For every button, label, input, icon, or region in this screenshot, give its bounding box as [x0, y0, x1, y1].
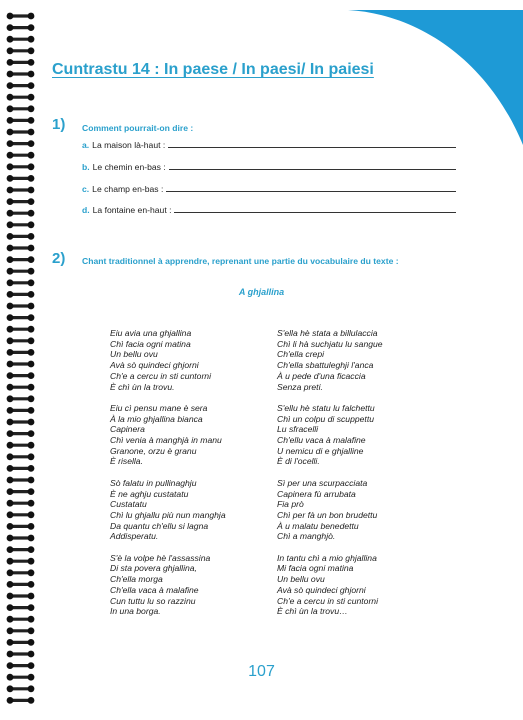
stanza — [110, 553, 226, 617]
spiral-ring — [7, 303, 35, 310]
question-text: Le champ en-bas : — [92, 184, 164, 194]
spiral-ring — [7, 500, 35, 507]
spiral-ring — [7, 71, 35, 78]
verse-line: È chì ùn la trovu… — [277, 606, 348, 617]
verse-line: Capinera fù arrubata — [277, 488, 356, 499]
question-text: La maison là-haut : — [92, 140, 166, 150]
question-c — [82, 184, 456, 194]
verse-line: Eiu avia una ghjallina — [110, 328, 192, 338]
page-title: Cuntrastu 14 : In paese / In paesi/ In paiesi — [52, 61, 374, 78]
spiral-ring — [7, 453, 35, 460]
verse-line: Da quantu ch'ellu si lagna — [110, 520, 209, 531]
verse-line: Ch'e a cercu in sti cuntorni — [277, 595, 378, 606]
verse-line: Ch'ella sbattuleghji l'anca — [277, 360, 374, 371]
spiral-ring — [7, 488, 35, 495]
verse-line: È ne aghju custatatu — [110, 488, 189, 499]
verse-line: S'ella hè stata a billulaccia — [277, 328, 378, 338]
verse-line: Avà sò quindeci ghjorni — [110, 360, 199, 371]
question-letter: d. — [82, 205, 90, 215]
spiral-ring — [7, 651, 35, 658]
verse-line: Mi facia ogni matina — [277, 563, 354, 574]
spiral-ring — [7, 511, 35, 518]
verse-line: Chì un colpu di scuppettu — [277, 413, 374, 424]
spiral-ring — [7, 36, 35, 43]
answer-line[interactable] — [166, 190, 456, 192]
spiral-ring — [7, 465, 35, 472]
verse-line: Sò falatu in pullinaghju — [110, 477, 197, 488]
verse-line: Lu sfracelli — [277, 424, 319, 435]
verse-line: À u malatu benedettu — [277, 520, 359, 531]
answer-line[interactable] — [174, 211, 456, 213]
song-column-left — [110, 328, 226, 628]
verse-line: Un bellu ovu — [110, 349, 158, 360]
page-number: 107 — [248, 663, 275, 680]
spiral-ring — [7, 175, 35, 182]
verse-line: Senza preti. — [277, 381, 323, 392]
question-text: La fontaine en-haut : — [92, 205, 172, 215]
spiral-ring — [7, 639, 35, 646]
spiral-ring — [7, 384, 35, 391]
verse-line: Di sta povera ghjallina, — [110, 563, 197, 574]
answer-line[interactable] — [169, 168, 456, 170]
spiral-ring — [7, 372, 35, 379]
spiral-ring — [7, 616, 35, 623]
question-d — [82, 205, 456, 215]
verse-line: È chì ùn la trovu. — [110, 381, 175, 392]
verse-line: Chì per fà un bon brudettu — [277, 509, 378, 520]
spiral-ring — [7, 129, 35, 136]
spiral-ring — [7, 163, 35, 170]
spiral-ring — [7, 395, 35, 402]
spiral-ring — [7, 105, 35, 112]
answer-line[interactable] — [168, 146, 456, 148]
spiral-ring — [7, 82, 35, 89]
verse-line: In una borga. — [110, 606, 161, 617]
spiral-ring — [7, 256, 35, 263]
verse-line: Sì per una scurpacciata — [277, 477, 368, 488]
spiral-ring — [7, 523, 35, 530]
verse-line: Chì a manghjò. — [277, 531, 336, 542]
section-1-instruction: Comment pourrait-on dire : — [82, 123, 194, 133]
spiral-ring — [7, 697, 35, 704]
spiral-ring — [7, 407, 35, 414]
spiral-ring — [7, 442, 35, 449]
spiral-ring — [7, 268, 35, 275]
spiral-ring — [7, 117, 35, 124]
spiral-ring — [7, 477, 35, 484]
spiral-ring — [7, 152, 35, 159]
question-text: Le chemin en-bas : — [92, 162, 166, 172]
verse-line: È risella. — [110, 456, 143, 467]
question-a — [82, 140, 456, 150]
spiral-ring — [7, 604, 35, 611]
song-column-right — [277, 328, 383, 628]
section-2-number: 2) — [52, 250, 66, 267]
spiral-ring — [7, 593, 35, 600]
spiral-ring — [7, 245, 35, 252]
song-title: A ghjallina — [238, 287, 285, 297]
verse-line: Chì facia ogni matina — [110, 338, 191, 349]
section-1-number: 1) — [52, 116, 66, 133]
verse-line: Chì venia à manghjà in manu — [110, 435, 222, 446]
verse-line: Ch'ella morga — [110, 574, 163, 585]
spiral-ring — [7, 24, 35, 31]
verse-line: Ch'ella crepi — [277, 349, 325, 360]
question-letter: b. — [82, 162, 90, 172]
spiral-ring — [7, 198, 35, 205]
stanza — [110, 328, 226, 392]
stanza — [277, 553, 383, 617]
verse-line: S'ellu hè statu lu falchettu — [277, 402, 375, 413]
spiral-binding — [0, 0, 42, 720]
spiral-ring — [7, 233, 35, 240]
spiral-ring — [7, 361, 35, 368]
spiral-ring — [7, 535, 35, 542]
spiral-ring — [7, 221, 35, 228]
spiral-ring — [7, 210, 35, 217]
verse-line: Avà sò quindeci ghjorni — [277, 584, 366, 595]
verse-line: Fia prò — [277, 499, 304, 510]
stanza — [277, 328, 383, 392]
spiral-ring — [7, 581, 35, 588]
spiral-ring — [7, 627, 35, 634]
spiral-ring — [7, 314, 35, 321]
question-letter: a. — [82, 140, 90, 150]
verse-line: Cun tuttu lu so razzinu — [110, 595, 196, 606]
verse-line: È di l'ocelli. — [277, 456, 320, 467]
verse-line: Ch'ellu vaca à malafine — [277, 435, 366, 446]
spiral-ring — [7, 47, 35, 54]
spiral-ring — [7, 187, 35, 194]
question-b — [82, 162, 456, 172]
spiral-ring — [7, 13, 35, 20]
spiral-ring — [7, 349, 35, 356]
spiral-ring — [7, 685, 35, 692]
spiral-ring — [7, 569, 35, 576]
verse-line: Ch'ella vaca à malafine — [110, 584, 199, 595]
verse-line: Ch'e a cercu in sti cuntorni — [110, 370, 211, 381]
verse-line: Chì lu ghjallu più nun manghja — [110, 509, 226, 520]
spiral-ring — [7, 140, 35, 147]
spiral-ring — [7, 326, 35, 333]
verse-line: U nemicu di e ghjalline — [277, 445, 364, 456]
verse-line: Un bellu ovu — [277, 574, 325, 585]
verse-line: S'è la volpe hè l'assassina — [110, 552, 211, 563]
stanza — [110, 403, 226, 467]
verse-line: Addisperatu. — [110, 531, 159, 542]
section-2-instruction: Chant traditionnel à apprendre, reprenant une partie du vocabulaire du texte : — [82, 256, 399, 266]
spiral-ring — [7, 94, 35, 101]
stanza — [277, 478, 383, 542]
verse-line: Chì li hà suchjatu lu sangue — [277, 338, 383, 349]
spiral-ring — [7, 279, 35, 286]
spiral-ring — [7, 558, 35, 565]
verse-line: Custatatu — [110, 499, 147, 510]
spiral-ring — [7, 430, 35, 437]
stanza — [277, 403, 383, 467]
verse-line: Capinera — [110, 424, 145, 435]
spiral-ring — [7, 419, 35, 426]
stanza — [110, 478, 226, 542]
spiral-ring — [7, 546, 35, 553]
verse-line: In tantu chì a mio ghjallina — [277, 552, 377, 563]
spiral-ring — [7, 59, 35, 66]
spiral-ring — [7, 337, 35, 344]
verse-line: Eiu cì pensu mane è sera — [110, 402, 208, 413]
corner-decoration — [348, 0, 523, 145]
question-letter: c. — [82, 184, 90, 194]
verse-line: À la mio ghjallina bianca — [110, 413, 203, 424]
verse-line: Granone, orzu è granu — [110, 445, 197, 456]
verse-line: À u pede d'una ficaccia — [277, 370, 366, 381]
